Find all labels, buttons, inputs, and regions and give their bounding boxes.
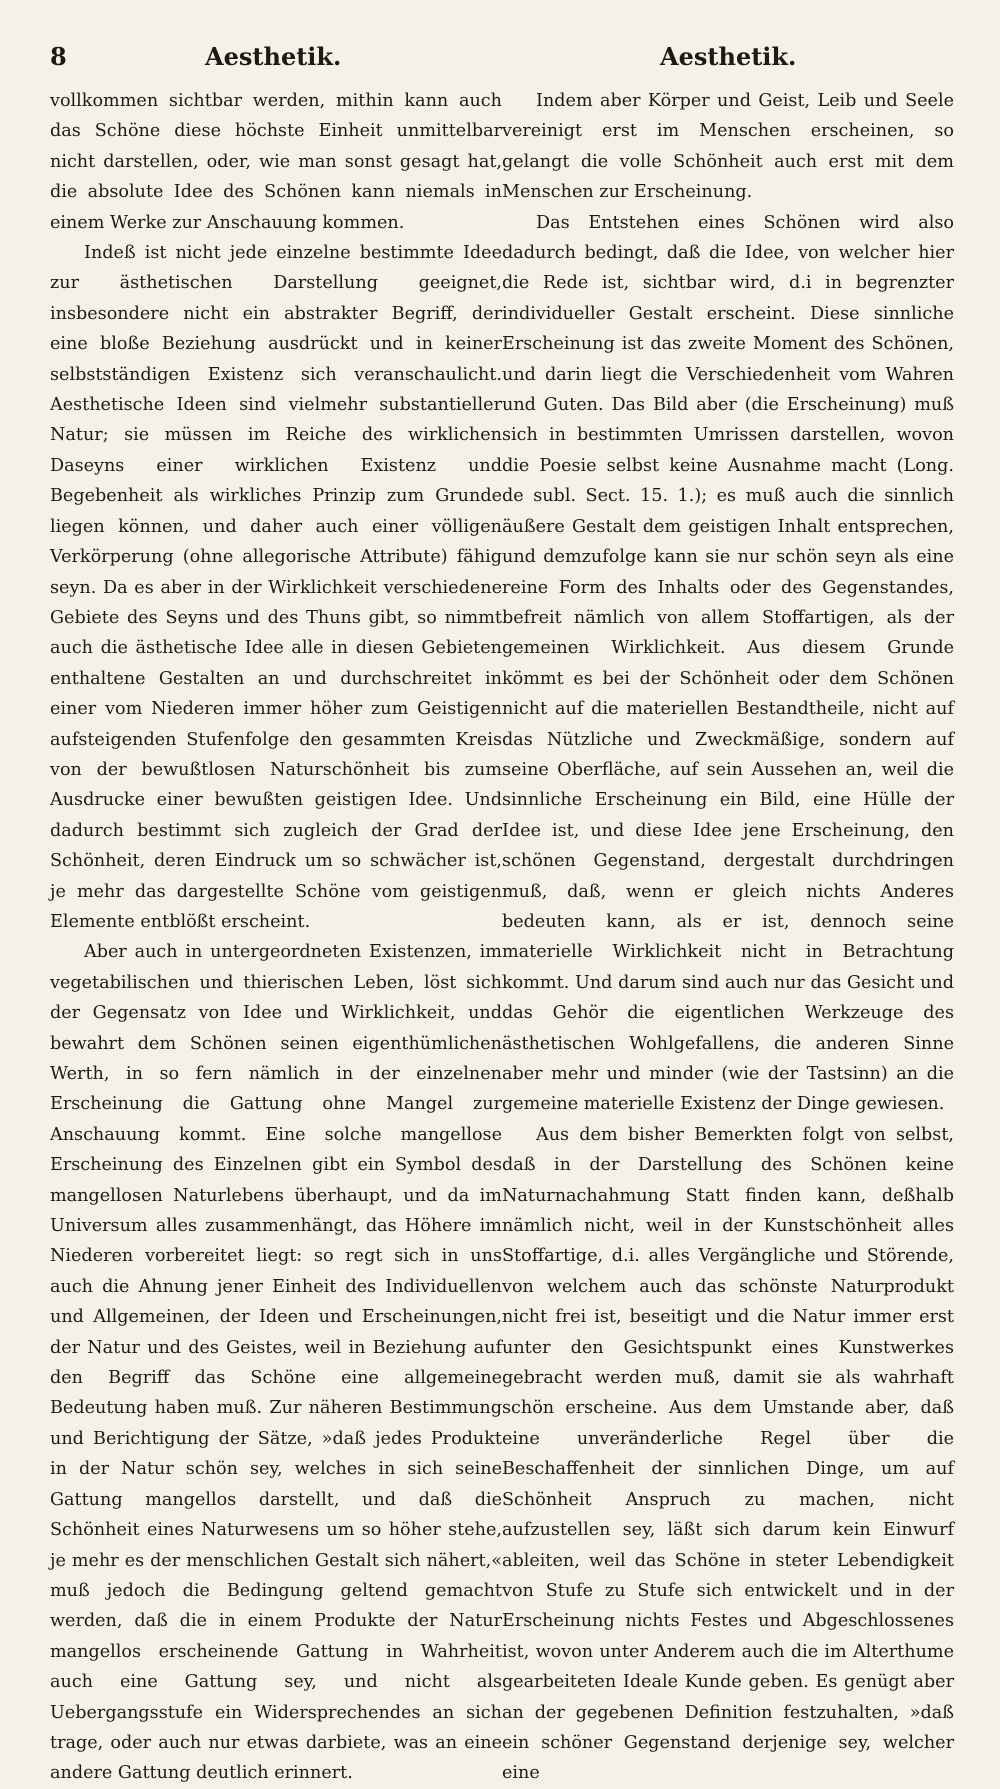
running-title-right: Aesthetik. — [660, 42, 797, 71]
left-column — [50, 86, 502, 1789]
page-number: 8 — [50, 42, 67, 71]
paragraph: Das Entstehen eines Schönen wird also dadurch bedingt, daß die Idee, von welcher hier die Rede ist, sichtbar wird, d.i in begrenzter individueller Gestalt erscheint. Diese sinnliche Erscheinung ist das zweite Moment des Schönen, und darin liegt die Verschiedenheit vom Wahren und Guten. Das Bild aber (die Erscheinung) muß sich in bestimmten Umrissen darstellen, wovon die Poesie selbst keine Ausnahme macht (Long. de subl. Sect. 15. 1.); es muß auch die sinnlich äußere Gestalt dem geistigen Inhalt entsprechen, und demzufolge kann sie nur schön seyn als eine reine Form des Inhalts oder des Gegenstandes, befreit nämlich von allem Stoffartigen, als der gemeinen Wirklichkeit. Aus diesem Grunde kömmt es bei der Schönheit oder dem Schönen nicht auf die materiellen Bestandtheile, nicht auf das Nützliche und Zweckmäßige, sondern auf seine Oberfläche, auf sein Aussehen an, weil die sinnliche Erscheinung ein Bild, eine Hülle der Idee ist, und diese Idee jene Erscheinung, den schönen Gegenstand, dergestalt durchdringen muß, daß, wenn er gleich nichts Anderes bedeuten kann, als er ist, dennoch seine materielle Wirklichkeit nicht in Betrachtung kommt. Und darum sind auch nur das Gesicht und das Gehör die eigentlichen Werkzeuge des ästhetischen Wohlgefallens, die anderen Sinne aber mehr und minder (wie der Tastsinn) an die gemeine materielle Existenz der Dinge gewiesen. — [502, 212, 954, 1115]
paragraph: vollkommen sichtbar werden, mithin kann auch das Schöne diese höchste Einheit unmittelbar nicht darstellen, oder, wie man sonst gesagt hat, die absolute Idee des Schönen kann niemals in einem Werke zur Anschauung kommen. — [50, 91, 502, 233]
running-title-left: Aesthetik. — [205, 42, 342, 71]
paragraph: Indeß ist nicht jede einzelne bestimmte Idee zur ästhetischen Darstellung geeignet, insbesondere nicht ein abstrakter Begriff, der eine bloße Beziehung ausdrückt und in keiner selbstständigen Existenz sich veranschaulicht. Aesthetische Ideen sind vielmehr substantieller Natur; sie müssen im Reiche des wirklichen Daseyns einer wirklichen Existenz und Begebenheit als wirkliches Prinzip zum Grunde liegen können, und daher auch einer völligen Verkörperung (ohne allegorische Attribute) fähig seyn. Da es aber in der Wirklichkeit verschiedene Gebiete des Seyns und des Thuns gibt, so nimmt auch die ästhetische Idee alle in diesen Gebieten enthaltene Gestalten an und durchschreitet in einer vom Niederen immer höher zum Geistigen aufsteigenden Stufenfolge den gesammten Kreis von der bewußtlosen Naturschönheit bis zum Ausdrucke einer bewußten geistigen Idee. Und dadurch bestimmt sich zugleich der Grad der Schönheit, deren Eindruck um so schwächer ist, je mehr das dargestellte Schöne vom geistigen Elemente entblößt erscheint. — [50, 243, 502, 932]
paragraph: Indem aber Körper und Geist, Leib und Seele vereinigt erst im Menschen erscheinen, so gelangt die volle Schönheit auch erst mit dem Menschen zur Erscheinung. — [502, 91, 954, 203]
right-column — [502, 86, 954, 1789]
paragraph: Aus dem bisher Bemerkten folgt von selbst, daß in der Darstellung des Schönen keine Naturnachahmung Statt finden kann, deßhalb nämlich nicht, weil in der Kunstschönheit alles Stoffartige, d.i. alles Vergängliche und Störende, von welchem auch das schönste Naturprodukt nicht frei ist, beseitigt und die Natur immer erst unter den Gesichtspunkt eines Kunstwerkes gebracht werden muß, damit sie als wahrhaft schön erscheine. Aus dem Umstande aber, daß eine unveränderliche Regel über die Beschaffenheit der sinnlichen Dinge, um auf Schönheit Anspruch zu machen, nicht aufzustellen sey, läßt sich darum kein Einwurf ableiten, weil das Schöne in steter Lebendigkeit von Stufe zu Stufe sich entwickelt und in der Erscheinung nichts Festes und Abgeschlossenes ist, wovon unter Anderem auch die im Alterthume gearbeiteten Ideale Kunde geben. Es genügt aber an der gegebenen Definition festzuhalten, »daß ein schöner Gegenstand derjenige sey, welcher eine — [502, 1124, 954, 1784]
page-header — [0, 40, 1000, 76]
paragraph: Aber auch in untergeordneten Existenzen, im vegetabilischen und thierischen Leben, löst sich der Gegensatz von Idee und Wirklichkeit, und bewahrt dem Schönen seinen eigenthümlichen Werth, in so fern nämlich in der einzelnen Erscheinung die Gattung ohne Mangel zur Anschauung kommt. Eine solche mangellose Erscheinung des Einzelnen gibt ein Symbol des mangellosen Naturlebens überhaupt, und da im Universum alles zusammenhängt, das Höhere im Niederen vorbereitet liegt: so regt sich in uns auch die Ahnung jener Einheit des Individuellen und Allgemeinen, der Ideen und Erscheinungen, der Natur und des Geistes, weil in Beziehung auf den Begriff das Schöne eine allgemeine Bedeutung haben muß. Zur näheren Bestimmung und Berichtigung der Sätze, »daß jedes Produkt in der Natur schön sey, welches in sich seine Gattung mangellos darstellt, und daß die Schönheit eines Naturwesens um so höher stehe, je mehr es der menschlichen Gestalt sich nähert,« muß jedoch die Bedingung geltend gemacht werden, daß die in einem Produkte der Natur mangellos erscheinende Gattung in Wahrheit auch eine Gattung sey, und nicht als Uebergangsstufe ein Widersprechendes an sich trage, oder auch nur etwas darbiete, was an eine andere Gattung deutlich erinnert. — [50, 942, 502, 1784]
